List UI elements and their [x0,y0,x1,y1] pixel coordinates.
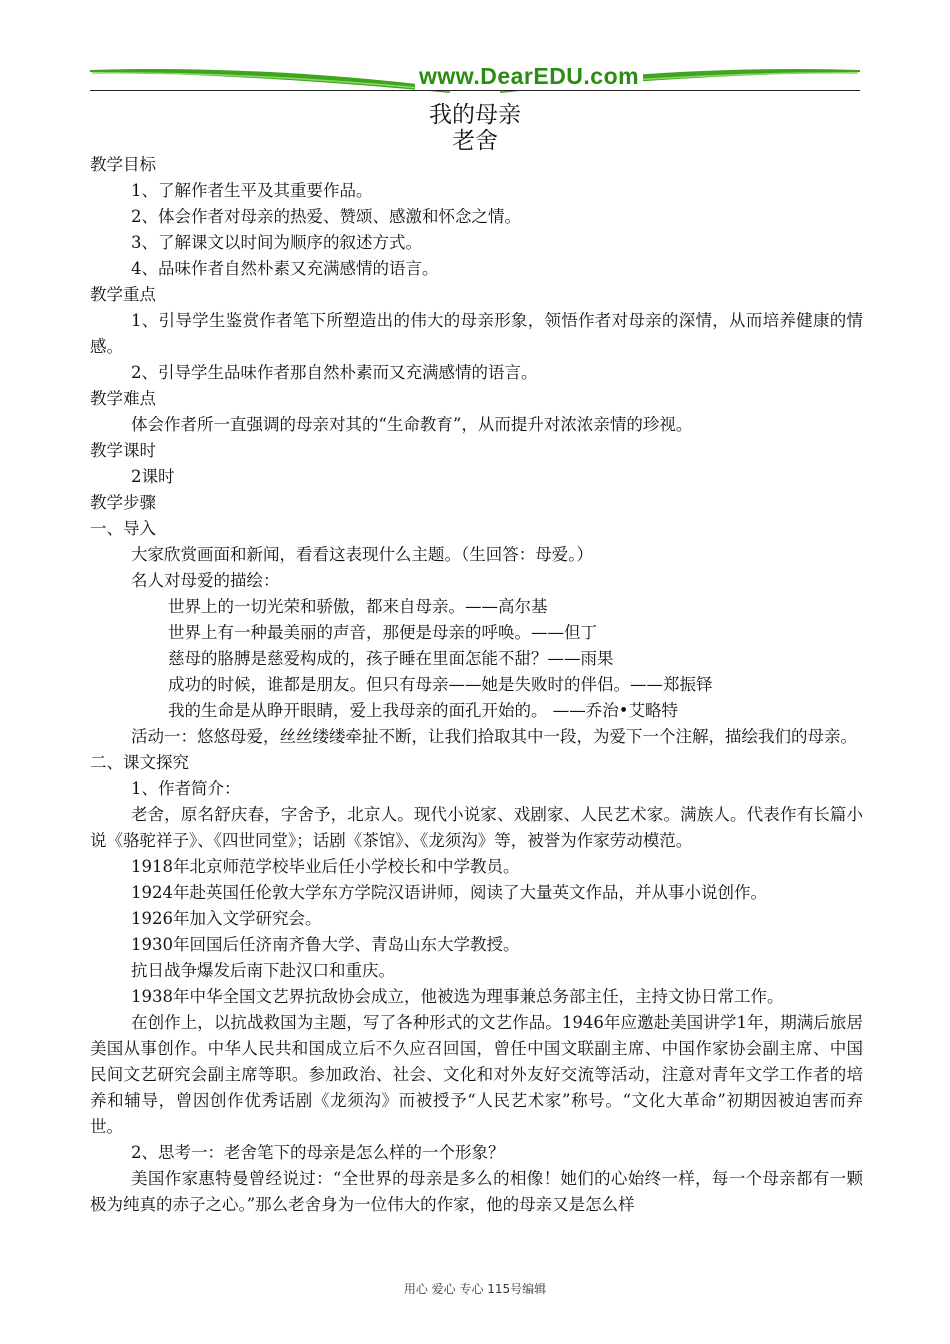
body-paragraph: 1、了解作者生平及其重要作品。 [131,181,373,200]
section-heading: 教学步骤 [90,493,156,512]
section-heading: 一、导入 [90,519,156,538]
author-name: 老舍 [452,128,498,154]
body-paragraph: 活动一：悠悠母爱，丝丝缕缕牵扯不断，让我们拾取其中一段，为爱下一个注解，描绘我们的母亲。 [131,727,857,746]
quote-line: 我的生命是从睁开眼睛，爱上我母亲的面孔开始的。 ——乔治•艾略特 [168,701,678,720]
quote-line: 慈母的胳膊是慈爱构成的，孩子睡在里面怎能不甜？——雨果 [168,649,614,668]
body-paragraph: 1924年赴英国任伦敦大学东方学院汉语讲师，阅读了大量英文作品，并从事小说创作。 [131,883,767,902]
body-paragraph: 体会作者所一直强调的母亲对其的“生命教育”，从而提升对浓浓亲情的珍视。 [131,415,693,434]
body-paragraph: 2、思考一：老舍笔下的母亲是怎么样的一个形象？ [131,1143,505,1162]
body-paragraph: 1、作者简介： [131,779,241,798]
body-paragraph: 2、引导学生品味作者那自然朴素而又充满感情的语言。 [131,363,538,382]
page-title: 我的母亲 [429,102,521,128]
section-heading: 教学重点 [90,285,156,304]
body-paragraph: 1、引导学生鉴赏作者笔下所塑造出的伟大的母亲形象，领悟作者对母亲的深情，从而培养健康的情感。 [90,311,863,356]
section-heading: 教学课时 [90,441,156,460]
body-paragraph: 在创作上，以抗战救国为主题，写了各种形式的文艺作品。1946年应邀赴美国讲学1年，期满后旅居美国从事创作。中华人民共和国成立后不久应召回国，曾任中国文联副主席、中国作家协会副主席、中国民间文艺研究会副主席等职。参加政治、社会、文化和对外友好交流等活动，注意对青年文学工作者的培养和辅导，曾因创作优秀话剧《龙须沟》而被授予“人民艺术家”称号。“文化大革命”初期因被迫害而弃世。 [90,1013,863,1136]
section-heading: 教学目标 [90,155,156,174]
document-body [90,152,863,1218]
body-paragraph: 1918年北京师范学校毕业后任小学校长和中学教员。 [131,857,520,876]
body-paragraph: 2课时 [131,467,175,486]
section-heading: 教学难点 [90,389,156,408]
body-paragraph: 名人对母爱的描绘： [131,571,280,590]
body-paragraph: 1930年回国后任济南齐鲁大学、青岛山东大学教授。 [131,935,520,954]
header-rule [90,90,860,91]
quote-line: 世界上的一切光荣和骄傲，都来自母亲。——高尔基 [168,597,548,616]
body-paragraph: 老舍，原名舒庆春，字舍予，北京人。现代小说家、戏剧家、人民艺术家。满族人。代表作有长篇小说《骆驼祥子》、《四世同堂》；话剧《茶馆》、《龙须沟》等，被誉为作家劳动模范。 [90,805,863,850]
site-logo: www.DearEDU.com [415,62,643,90]
body-paragraph: 1926年加入文学研究会。 [131,909,322,928]
page-footer: 用心 爱心 专心 115号编辑 [403,1282,547,1296]
body-paragraph: 3、了解课文以时间为顺序的叙述方式。 [131,233,422,252]
body-paragraph: 美国作家惠特曼曾经说过：“全世界的母亲是多么的相像！她们的心始终一样，每一个母亲都有一颗极为纯真的赤子之心。”那么老舍身为一位伟大的作家，他的母亲又是怎么样 [90,1169,863,1214]
body-paragraph: 4、品味作者自然朴素又充满感情的语言。 [131,259,439,278]
section-heading: 二、课文探究 [90,753,189,772]
quote-line: 成功的时候，谁都是朋友。但只有母亲——她是失败时的伴侣。——郑振铎 [168,675,713,694]
body-paragraph: 大家欣赏画面和新闻，看看这表现什么主题。（生回答：母爱。） [131,545,593,564]
body-paragraph: 2、体会作者对母亲的热爱、赞颂、感激和怀念之情。 [131,207,521,226]
quote-line: 世界上有一种最美丽的声音，那便是母亲的呼唤。——但丁 [168,623,597,642]
body-paragraph: 1938年中华全国文艺界抗敌协会成立，他被选为理事兼总务部主任，主持文协日常工作。 [131,987,784,1006]
body-paragraph: 抗日战争爆发后南下赴汉口和重庆。 [131,961,395,980]
